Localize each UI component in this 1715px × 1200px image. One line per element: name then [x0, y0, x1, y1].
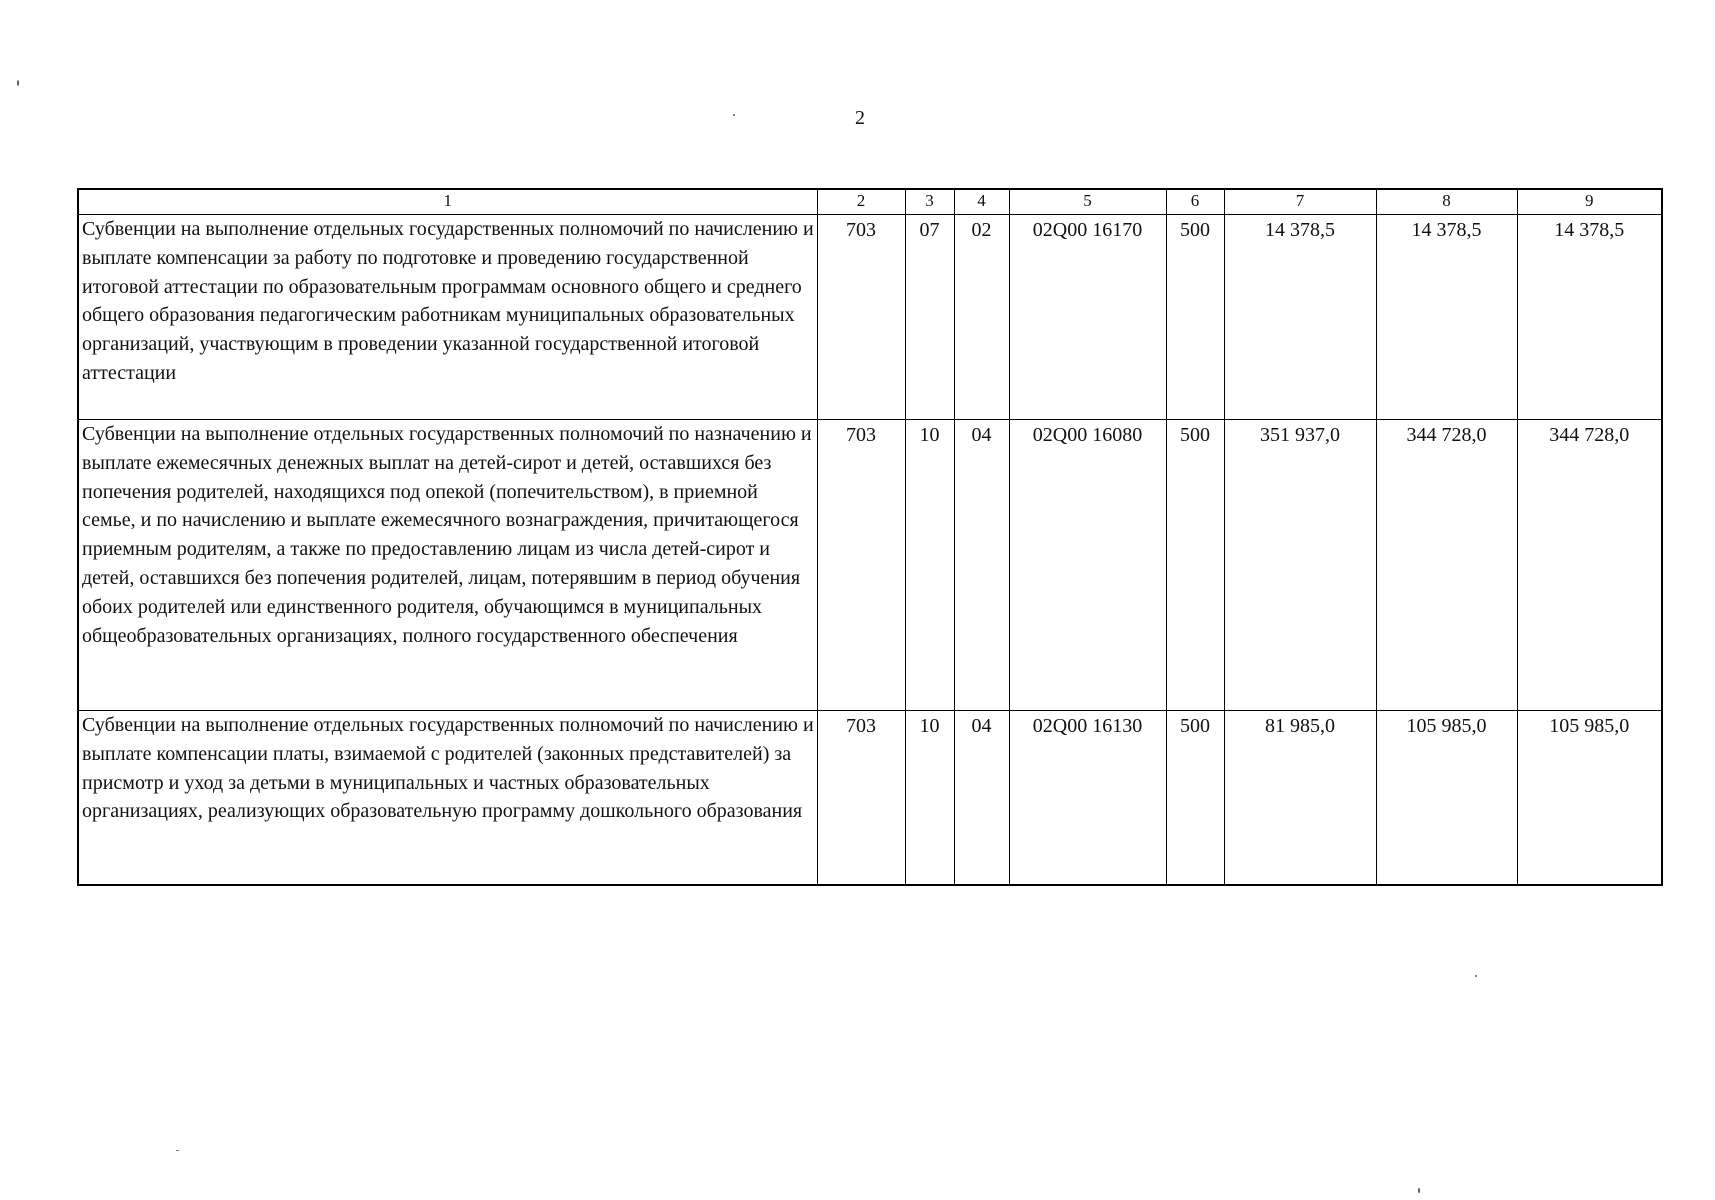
scan-speck	[1475, 975, 1477, 977]
scan-speck	[1418, 1188, 1420, 1193]
cell-col-5: 02Q00 16170	[1009, 215, 1166, 420]
table-row	[78, 420, 1662, 711]
cell-col-3: 10	[905, 420, 954, 711]
row-description: Субвенции на выполнение отдельных государственных полномочий по начислению и выплате компенсации за работу по подготовке и проведению государственной итоговой аттестации по образовательным программам основного общего и среднего общего образования педагогическим работникам муниципальных образовательных организаций, участвующим в проведении указанной государственной итоговой аттестации	[78, 215, 817, 420]
column-header: 4	[954, 189, 1009, 215]
cell-col-3: 07	[905, 215, 954, 420]
cell-col-9: 105 985,0	[1517, 711, 1662, 886]
cell-col-6: 500	[1166, 215, 1224, 420]
cell-col-6: 500	[1166, 420, 1224, 711]
column-header: 9	[1517, 189, 1662, 215]
cell-col-4: 04	[954, 711, 1009, 886]
table-row	[78, 215, 1662, 420]
scan-speck	[17, 80, 19, 86]
cell-col-2: 703	[817, 711, 905, 886]
column-header: 8	[1376, 189, 1517, 215]
cell-col-2: 703	[817, 215, 905, 420]
cell-col-8: 344 728,0	[1376, 420, 1517, 711]
budget-table	[77, 188, 1663, 886]
page-number: 2	[855, 107, 865, 129]
cell-col-9: 14 378,5	[1517, 215, 1662, 420]
column-header: 2	[817, 189, 905, 215]
cell-col-7: 351 937,0	[1224, 420, 1376, 711]
cell-col-9: 344 728,0	[1517, 420, 1662, 711]
table-header-row	[78, 189, 1662, 215]
table-row	[78, 711, 1662, 886]
row-description: Субвенции на выполнение отдельных государственных полномочий по начислению и выплате компенсации платы, взимаемой с родителей (законных представителей) за присмотр и уход за детьми в муниципальных и частных образовательных организациях, реализующих образовательную программу дошкольного образования	[78, 711, 817, 886]
cell-col-8: 14 378,5	[1376, 215, 1517, 420]
cell-col-6: 500	[1166, 711, 1224, 886]
cell-col-8: 105 985,0	[1376, 711, 1517, 886]
cell-col-7: 81 985,0	[1224, 711, 1376, 886]
column-header: 6	[1166, 189, 1224, 215]
cell-col-4: 04	[954, 420, 1009, 711]
column-header: 3	[905, 189, 954, 215]
row-description: Субвенции на выполнение отдельных государственных полномочий по назначению и выплате ежемесячных денежных выплат на детей-сирот и детей, оставшихся без попечения родителей, находящихся под опекой (попечительством), в приемной семье, и по начислению и выплате ежемесячного вознаграждения, причитающегося приемным родителям, а также по предоставлению лицам из числа детей-сирот и детей, оставшихся без попечения родителей, лицам, потерявшим в период обучения обоих родителей или единственного родителя, обучающимся в муниципальных общеобразовательных организациях, полного государственного обеспечения	[78, 420, 817, 711]
column-header: 1	[78, 189, 817, 215]
cell-col-5: 02Q00 16130	[1009, 711, 1166, 886]
scan-speck	[176, 1150, 179, 1151]
cell-col-7: 14 378,5	[1224, 215, 1376, 420]
column-header: 5	[1009, 189, 1166, 215]
cell-col-2: 703	[817, 420, 905, 711]
cell-col-4: 02	[954, 215, 1009, 420]
scan-speck	[733, 114, 735, 116]
cell-col-3: 10	[905, 711, 954, 886]
cell-col-5: 02Q00 16080	[1009, 420, 1166, 711]
column-header: 7	[1224, 189, 1376, 215]
